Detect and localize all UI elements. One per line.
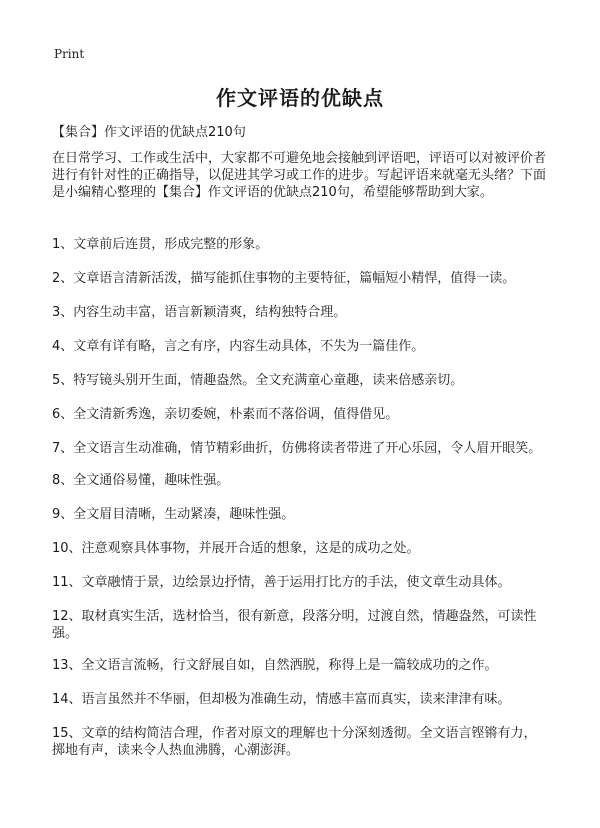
list-item: 14、语言虽然并不华丽，但却极为准确生动，情感丰富而真实，读来津津有味。 [52,692,511,707]
list-item: 1、文章前后连贯，形成完整的形象。 [52,237,269,252]
list-item: 9、全文眉目清晰，生动紧凑，趣味性强。 [52,507,295,522]
list-item: 5、特写镜头别开生面，情趣盎然。全文充满童心童趣，读来倍感亲切。 [52,373,464,388]
list-item: 13、全文语言流畅，行文舒展自如，自然洒脱，称得上是一篇较成功的之作。 [52,658,498,673]
list-item: 10、注意观察具体事物，并展开合适的想象，这是的成功之处。 [52,541,420,556]
subtitle: 【集合】作文评语的优缺点210句 [52,125,246,140]
list-item: 4、文章有详有略，言之有序，内容生动具体，不失为一篇佳作。 [52,339,425,354]
list-item: 6、全文清新秀逸，亲切委婉，朴素而不落俗调，值得借见。 [52,407,399,422]
list-item: 12、取材真实生活，选材恰当，很有新意，段落分明，过渡自然，情趣盎然，可读性强。 [52,609,537,641]
intro-paragraph: 在日常学习、工作或生活中，大家都不可避免地会接触到评语吧，评语可以对被评价者进行有针对性的正确指导，以促进其学习或工作的进步。写起评语来就毫无头绪？下面是小编精心整理的【集合】作文评语的优缺点210句，希望能够帮助到大家。 [52,151,547,200]
list-item: 8、全文通俗易懂，趣味性强。 [52,473,230,488]
list-item: 7、全文语言生动准确，情节精彩曲折，仿佛将读者带进了开心乐园，令人眉开眼笑。 [52,441,542,456]
print-link[interactable]: Print [54,47,85,61]
list-item: 15、文章的结构简洁合理，作者对原文的理解也十分深刻透彻。全文语言铿锵有力，掷地有声，读来令人热血沸腾，心潮澎湃。 [52,726,537,758]
list-item: 2、文章语言清新活泼，描写能抓住事物的主要特征，篇幅短小精悍，值得一读。 [52,271,516,286]
comment-list [52,236,548,759]
page-title: 作文评语的优缺点 [216,86,384,110]
list-item: 11、文章融情于景，边绘景边抒情，善于运用打比方的手法，使文章生动具体。 [52,575,511,590]
list-item: 3、内容生动丰富，语言新颖清爽，结构独特合理。 [52,305,347,320]
